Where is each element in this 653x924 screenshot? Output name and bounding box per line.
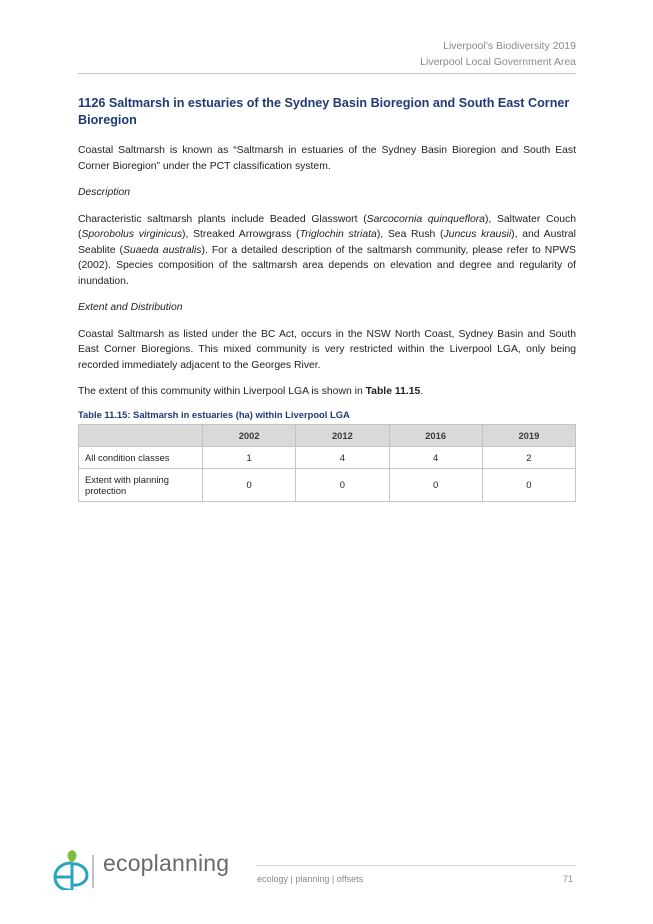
description-heading: Description: [78, 187, 130, 198]
species-name: Juncus krausii: [443, 229, 512, 240]
table-cell: 0: [203, 468, 296, 501]
table-row: [79, 446, 576, 468]
footer-tagline: ecology | planning | offsets: [257, 874, 364, 884]
species-name: Suaeda australis: [123, 244, 202, 256]
table-header-row: [79, 424, 576, 446]
table-reference-paragraph: The extent of this community within Liverpool LGA is shown in Table 11.15.: [78, 386, 424, 397]
extent-table: [78, 424, 576, 502]
table-cell: 0: [389, 468, 482, 501]
extent-paragraph: Coastal Saltmarsh as listed under the BC Act, occurs in the NSW North Coast, Sydney Basin and South East Corner Bioregions. This mixed community is very restricted within the Liverpool LGA, only being recorded immediately adjacent to the Georges River.: [78, 328, 576, 371]
column-header: 2016: [389, 424, 482, 446]
row-label: Extent with planning protection: [79, 468, 203, 501]
species-name: Sarcocornia quinqueflora: [366, 213, 485, 225]
row-label: All condition classes: [79, 446, 203, 468]
column-header: [79, 424, 203, 446]
table-row: [79, 468, 576, 501]
footer-divider: [256, 865, 576, 866]
column-header: 2002: [203, 424, 296, 446]
brand-name: ecoplanning: [103, 850, 230, 876]
column-header: 2019: [482, 424, 575, 446]
table-cell: 0: [482, 468, 575, 501]
extent-heading: Extent and Distribution: [78, 302, 183, 313]
intro-paragraph: Coastal Saltmarsh is known as “Saltmarsh in estuaries of the Sydney Basin Bioregion and South East Corner Bioregion” under the PCT classification system.: [78, 145, 576, 172]
table-caption: Table 11.15: Saltmarsh in estuaries (ha) within Liverpool LGA: [78, 408, 350, 420]
table-cell: 2: [482, 446, 575, 468]
header-title: Liverpool’s Biodiversity 2019: [443, 40, 576, 52]
species-name: Sporobolus virginicus: [81, 229, 183, 240]
section-title: 1126 Saltmarsh in estuaries of the Sydney Basin Bioregion and South East Corner Bioregion: [78, 96, 570, 127]
species-name: Triglochin striata: [299, 229, 377, 240]
table-reference: Table 11.15: [365, 386, 421, 397]
running-header: [420, 38, 576, 70]
main-content: [78, 95, 576, 502]
table-cell: 4: [296, 446, 389, 468]
header-subtitle: Liverpool Local Government Area: [420, 56, 576, 68]
table-cell: 1: [203, 446, 296, 468]
description-paragraph: Characteristic saltmarsh plants include Beaded Glasswort (Sarcocornia quinqueflora), Saltwater Couch (Sporobolus virginicus), Streaked Arrowgrass (Triglochin striata), Sea Rush (Juncus krausii), and Austral Seablite (Suaeda australis). For a detailed description of the saltmarsh community, please refer to NPWS (2002). Species composition of the saltmarsh area depends on elevation and degree and regularity of inundation.: [78, 213, 576, 287]
table-cell: 4: [389, 446, 482, 468]
column-header: 2012: [296, 424, 389, 446]
table-cell: 0: [296, 468, 389, 501]
header-divider: [78, 73, 576, 74]
page-number: 71: [562, 874, 573, 884]
